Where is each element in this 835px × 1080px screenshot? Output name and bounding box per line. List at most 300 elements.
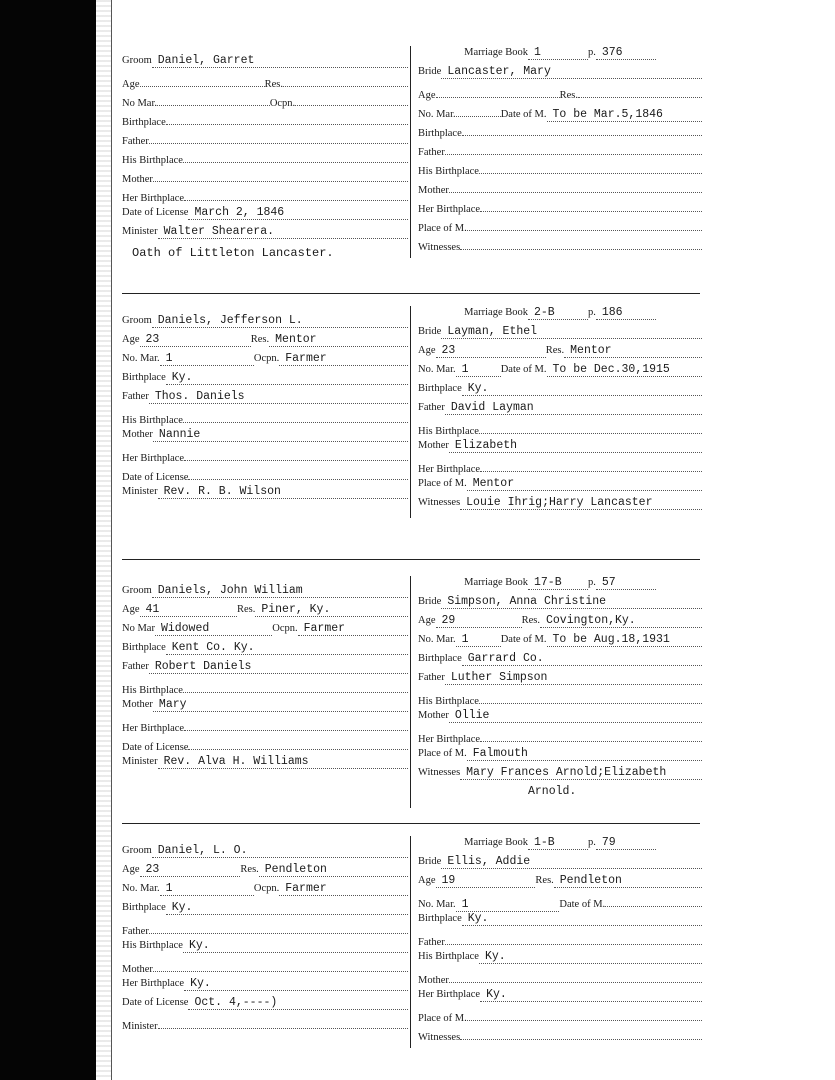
field-label: Father <box>418 147 445 158</box>
field-value: 1 <box>528 46 588 60</box>
form-row <box>418 969 702 988</box>
form-row <box>122 371 408 390</box>
form-row <box>122 939 408 958</box>
field-label: Res. <box>535 875 554 886</box>
form-row <box>122 755 408 774</box>
form-row <box>418 1007 702 1026</box>
field-value: Walter Shearera. <box>158 225 408 239</box>
form-row <box>122 679 408 698</box>
field-label: No. Mar. <box>122 353 160 364</box>
field-label: Father <box>418 672 445 683</box>
groom-column <box>122 584 408 774</box>
field-label: Age <box>418 615 436 626</box>
field-label: Mother <box>122 174 153 185</box>
form-row <box>122 844 408 863</box>
field-label: Date of License <box>122 742 189 753</box>
field-label: Her Birthplace <box>418 989 481 1000</box>
form-row <box>122 584 408 603</box>
field-value <box>153 168 408 182</box>
field-label: p. <box>587 307 596 318</box>
form-row <box>418 1026 702 1045</box>
form-row <box>122 54 408 73</box>
form-row <box>122 698 408 717</box>
field-label: Place of M. <box>418 223 467 234</box>
field-value: To be Aug.18,1931 <box>547 633 703 647</box>
record-separator <box>122 823 700 824</box>
field-value <box>605 893 702 907</box>
form-row <box>418 595 702 614</box>
field-label: Ocpn. <box>269 98 296 109</box>
field-value <box>149 920 408 934</box>
field-label: Father <box>418 402 445 413</box>
form-row <box>418 325 702 344</box>
field-label: His Birthplace <box>418 951 479 962</box>
field-label: Groom <box>122 845 152 856</box>
field-value: Farmer <box>279 882 408 896</box>
field-value: 2-B <box>528 306 588 320</box>
column-divider <box>410 576 411 808</box>
field-value <box>456 103 501 117</box>
record-separator <box>122 559 700 560</box>
form-row <box>418 439 702 458</box>
field-value: Daniels, John William <box>152 584 408 598</box>
form-row <box>418 496 702 515</box>
field-label: Age <box>418 345 436 356</box>
field-value: 1 <box>456 898 560 912</box>
field-label: Groom <box>122 585 152 596</box>
form-row <box>122 660 408 679</box>
field-label: His Birthplace <box>122 940 183 951</box>
form-row <box>122 225 408 244</box>
field-value: 57 <box>596 576 656 590</box>
form-row <box>122 485 408 504</box>
field-value: Louie Ihrig;Harry Lancaster <box>460 496 702 510</box>
field-label: Witnesses <box>418 1032 461 1043</box>
field-value: Thos. Daniels <box>149 390 408 404</box>
field-value: Ellis, Addie <box>441 855 702 869</box>
field-label: Res. <box>545 345 565 356</box>
form-row <box>122 187 408 206</box>
field-value <box>184 717 408 731</box>
field-label: Groom <box>122 315 152 326</box>
field-label: Ocpn. <box>272 623 298 634</box>
field-value <box>460 1026 702 1040</box>
field-label: Her Birthplace <box>418 204 481 215</box>
field-label: Witnesses <box>418 242 461 253</box>
field-label: Marriage Book <box>464 577 528 588</box>
form-row <box>122 977 408 996</box>
form-row <box>122 428 408 447</box>
field-label: Date of M. <box>500 634 547 645</box>
field-label: Birthplace <box>122 117 166 128</box>
field-label: No. Mar. <box>122 883 160 894</box>
field-value: 17-B <box>528 576 588 590</box>
field-label: No. Mar. <box>418 634 456 645</box>
field-value <box>449 179 702 193</box>
field-value: Ky. <box>184 977 408 991</box>
field-label: Mother <box>122 699 153 710</box>
field-value <box>479 160 702 174</box>
field-label: Mother <box>122 964 153 975</box>
form-row <box>418 709 702 728</box>
field-value: Mentor <box>564 344 702 358</box>
bride-column <box>418 306 702 515</box>
field-value: Ky. <box>166 901 408 915</box>
field-value: March 2, 1846 <box>188 206 408 220</box>
form-row <box>122 390 408 409</box>
form-row <box>418 363 702 382</box>
form-row <box>418 141 702 160</box>
field-label: Mother <box>418 710 449 721</box>
field-label: Place of M. <box>418 478 467 489</box>
form-row <box>122 111 408 130</box>
field-label: Bride <box>418 856 442 867</box>
field-value: Daniel, L. O. <box>152 844 408 858</box>
field-label: Birthplace <box>122 902 166 913</box>
field-value <box>480 198 702 212</box>
field-value: Covington,Ky. <box>540 614 702 628</box>
form-row <box>122 130 408 149</box>
field-label: Marriage Book <box>464 47 528 58</box>
form-row <box>418 382 702 401</box>
form-row <box>418 836 702 855</box>
field-label: Res. <box>264 79 283 90</box>
field-value <box>140 73 265 87</box>
field-label: Res. <box>250 334 270 345</box>
field-label: Age <box>122 864 140 875</box>
form-row <box>122 92 408 111</box>
field-value: 19 <box>436 874 536 888</box>
field-value: 29 <box>436 614 522 628</box>
form-row <box>122 314 408 333</box>
form-row <box>122 409 408 428</box>
field-label: No. Mar. <box>418 364 456 375</box>
field-value: Farmer <box>298 622 408 636</box>
field-label: No Mar <box>122 623 155 634</box>
field-value: Ky. <box>462 912 702 926</box>
field-value: Rev. R. B. Wilson <box>158 485 408 499</box>
field-value: Kent Co. Ky. <box>166 641 408 655</box>
field-value: Garrard Co. <box>462 652 702 666</box>
field-label: His Birthplace <box>418 426 479 437</box>
field-label: His Birthplace <box>122 415 183 426</box>
form-row <box>418 198 702 217</box>
field-value: David Layman <box>445 401 702 415</box>
field-value <box>184 187 408 201</box>
field-label: Minister <box>122 756 158 767</box>
field-value <box>184 447 408 461</box>
field-label: Birthplace <box>122 372 166 383</box>
field-label: Res. <box>521 615 540 626</box>
form-row <box>418 671 702 690</box>
column-divider <box>410 306 411 518</box>
form-row <box>122 996 408 1015</box>
field-value <box>183 679 408 693</box>
field-value: Simpson, Anna Christine <box>441 595 702 609</box>
field-label: Res. <box>559 90 578 101</box>
field-value: Ky. <box>480 988 702 1002</box>
field-label: Her Birthplace <box>122 453 185 464</box>
groom-column <box>122 314 408 504</box>
groom-column <box>122 54 408 244</box>
form-row <box>418 633 702 652</box>
record-note: Oath of Littleton Lancaster. <box>132 246 334 260</box>
form-row <box>418 46 702 65</box>
field-label: His Birthplace <box>418 166 479 177</box>
field-value: 1 <box>456 633 501 647</box>
field-value: Widowed <box>155 622 272 636</box>
field-value: To be Mar.5,1846 <box>547 108 703 122</box>
field-value <box>158 1015 408 1029</box>
field-label: Her Birthplace <box>122 193 185 204</box>
field-value: Ollie <box>449 709 702 723</box>
field-value: 41 <box>140 603 237 617</box>
form-row <box>122 717 408 736</box>
field-value-continuation: Arnold. <box>528 785 577 798</box>
field-label: Father <box>122 661 149 672</box>
field-label: Date of M. <box>559 899 606 910</box>
field-value: Mentor <box>269 333 408 347</box>
field-label: Mother <box>418 440 449 451</box>
field-label: Mother <box>122 429 153 440</box>
form-row <box>418 893 702 912</box>
field-label: Res. <box>236 604 256 615</box>
form-row <box>122 958 408 977</box>
form-row <box>418 988 702 1007</box>
page-border-line <box>111 0 112 1080</box>
field-label: Res. <box>240 864 259 875</box>
field-value: Oct. 4,----) <box>188 996 408 1010</box>
field-value: Ky. <box>479 950 702 964</box>
field-value: 23 <box>436 344 546 358</box>
field-value <box>188 736 408 750</box>
field-value <box>479 420 702 434</box>
field-label: Minister <box>122 226 158 237</box>
field-value <box>445 931 702 945</box>
field-value <box>283 73 408 87</box>
form-row <box>418 236 702 255</box>
field-label: Age <box>122 604 140 615</box>
form-row <box>122 863 408 882</box>
form-row <box>122 447 408 466</box>
field-label: Place of M. <box>418 748 467 759</box>
form-row <box>418 874 702 893</box>
form-row <box>122 466 408 485</box>
field-value: To be Dec.30,1915 <box>547 363 703 377</box>
field-value <box>157 92 270 106</box>
field-value: Mary Frances Arnold;Elizabeth <box>460 766 702 780</box>
field-label: p. <box>587 577 596 588</box>
field-label: His Birthplace <box>122 685 183 696</box>
field-value <box>183 149 408 163</box>
form-row <box>418 401 702 420</box>
field-value: Rev. Alva H. Williams <box>158 755 408 769</box>
field-value: Layman, Ethel <box>441 325 702 339</box>
field-value: Falmouth <box>467 747 702 761</box>
form-row <box>418 458 702 477</box>
field-label: Father <box>122 926 149 937</box>
form-row <box>418 747 702 766</box>
field-label: No. Mar. <box>418 899 456 910</box>
field-label: Minister <box>122 486 158 497</box>
field-label: Date of License <box>122 207 189 218</box>
field-value: Nannie <box>153 428 408 442</box>
form-row <box>122 333 408 352</box>
field-value <box>183 409 408 423</box>
field-value: Ky. <box>462 382 702 396</box>
form-row <box>122 622 408 641</box>
field-label: Age <box>418 875 436 886</box>
field-label: Marriage Book <box>464 837 528 848</box>
field-value: Mentor <box>467 477 702 491</box>
field-label: Place of M. <box>418 1013 467 1024</box>
form-row <box>418 306 702 325</box>
field-value: 376 <box>596 46 656 60</box>
form-row <box>418 122 702 141</box>
form-row <box>122 73 408 92</box>
form-row <box>122 603 408 622</box>
field-label: p. <box>587 837 596 848</box>
form-row <box>122 149 408 168</box>
form-row <box>418 344 702 363</box>
field-value: Luther Simpson <box>445 671 702 685</box>
field-label: Her Birthplace <box>418 464 481 475</box>
form-row <box>418 855 702 874</box>
form-row <box>418 576 702 595</box>
field-value: Elizabeth <box>449 439 702 453</box>
form-row <box>418 766 702 785</box>
field-value <box>480 728 702 742</box>
field-value: Piner, Ky. <box>255 603 408 617</box>
field-value: 1 <box>160 882 254 896</box>
field-label: Birthplace <box>122 642 166 653</box>
field-label: Age <box>122 79 140 90</box>
form-row <box>418 217 702 236</box>
form-row <box>418 614 702 633</box>
field-label: No Mar. <box>122 98 157 109</box>
field-value <box>462 122 702 136</box>
field-value: Ky. <box>166 371 408 385</box>
form-row <box>418 477 702 496</box>
field-value <box>479 690 702 704</box>
field-value <box>467 217 702 231</box>
column-divider <box>410 46 411 258</box>
field-value: Daniel, Garret <box>152 54 408 68</box>
field-label: Birthplace <box>418 383 462 394</box>
field-value: 23 <box>140 333 251 347</box>
form-row <box>418 950 702 969</box>
form-row <box>122 168 408 187</box>
field-label: Age <box>418 90 436 101</box>
field-label: Birthplace <box>418 653 462 664</box>
field-value <box>449 969 702 983</box>
field-label: Witnesses <box>418 497 461 508</box>
field-label: Birthplace <box>418 128 462 139</box>
form-row <box>122 901 408 920</box>
form-row <box>122 206 408 225</box>
field-value <box>149 130 408 144</box>
column-divider <box>410 836 411 1048</box>
field-value: 1 <box>456 363 501 377</box>
groom-column <box>122 844 408 1034</box>
field-label: His Birthplace <box>418 696 479 707</box>
bride-column <box>418 46 702 255</box>
scan-page-edge <box>96 0 112 1080</box>
field-value: Mary <box>153 698 408 712</box>
field-value <box>467 1007 702 1021</box>
field-value <box>153 958 408 972</box>
field-value: Lancaster, Mary <box>441 65 702 79</box>
field-value: 1-B <box>528 836 588 850</box>
form-row <box>418 160 702 179</box>
field-label: Date of License <box>122 997 189 1008</box>
field-label: His Birthplace <box>122 155 183 166</box>
form-row <box>418 420 702 439</box>
form-row <box>418 652 702 671</box>
field-label: Age <box>122 334 140 345</box>
field-label: Bride <box>418 326 442 337</box>
field-value: Pendleton <box>259 863 408 877</box>
form-row <box>418 103 702 122</box>
field-label: p. <box>587 47 596 58</box>
field-value: 79 <box>596 836 656 850</box>
field-label: Minister <box>122 1021 158 1032</box>
field-label: Bride <box>418 596 442 607</box>
field-label: Groom <box>122 55 152 66</box>
field-value: Robert Daniels <box>149 660 408 674</box>
form-row <box>418 179 702 198</box>
field-label: Father <box>122 391 149 402</box>
field-value: 23 <box>140 863 241 877</box>
form-row <box>122 352 408 371</box>
form-row <box>418 912 702 931</box>
field-label: Her Birthplace <box>418 734 481 745</box>
field-value <box>445 141 702 155</box>
record-separator <box>122 293 700 294</box>
form-row <box>418 728 702 747</box>
field-label: Father <box>418 937 445 948</box>
field-value <box>295 92 408 106</box>
field-label: Her Birthplace <box>122 978 185 989</box>
field-value: Pendleton <box>554 874 702 888</box>
form-row <box>418 84 702 103</box>
scan-black-margin <box>0 0 96 1080</box>
field-label: Mother <box>418 975 449 986</box>
field-label: Date of License <box>122 472 189 483</box>
form-row <box>122 882 408 901</box>
field-label: Her Birthplace <box>122 723 185 734</box>
field-label: No. Mar. <box>418 109 456 120</box>
field-label: Witnesses <box>418 767 461 778</box>
field-value: Daniels, Jefferson L. <box>152 314 408 328</box>
bride-column <box>418 836 702 1045</box>
field-label: Ocpn. <box>253 883 280 894</box>
form-row <box>122 736 408 755</box>
field-label: Marriage Book <box>464 307 528 318</box>
field-value <box>578 84 702 98</box>
field-label: Ocpn. <box>253 353 280 364</box>
form-row <box>122 920 408 939</box>
form-row <box>122 641 408 660</box>
form-row <box>418 65 702 84</box>
field-value <box>480 458 702 472</box>
field-value <box>188 466 408 480</box>
field-value <box>460 236 702 250</box>
field-value <box>166 111 408 125</box>
field-label: Bride <box>418 66 442 77</box>
bride-column <box>418 576 702 799</box>
field-label: Father <box>122 136 149 147</box>
